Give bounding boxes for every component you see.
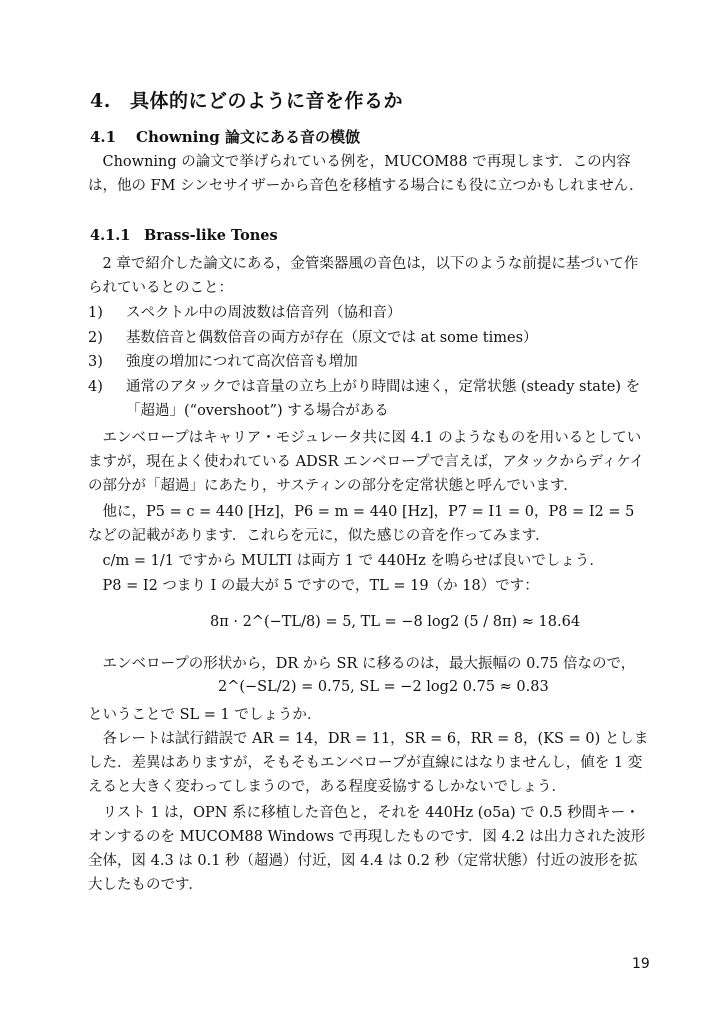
list-item-number: 3) [88,354,103,370]
list-item-text: スペクトル中の周波数は倍音列（協和音） [126,305,402,321]
list-item-number: 4) [88,378,103,395]
parameters-paragraph: 他に，P5 = c = 440 [Hz]，P6 = m = 440 [Hz]，P7 = I1 = 0，P8 = I2 = 5 などの記載があります．これらを元に，似た感じの音を作ってみます． [88,504,635,544]
list-item [88,326,650,351]
sl-paragraph: ということで SL = 1 でしょうか． [88,707,322,723]
list-item-number: 2) [88,329,103,346]
section-number: 4.1 [90,128,117,146]
section-title: Chowning 論文にある音の模倣 [136,128,360,146]
envelope-paragraph: エンベロープはキャリア・モジュレータ共に図 4.1 のようなものを用いるとしていますが，現在よく使われている ADSR エンベロープで言えば，アタックからディケイの部分が「超過」にあたり，サスティンの部分を定常状態と呼んでいます． [88,430,645,494]
list-item [88,375,650,424]
multi-paragraph: c/m = 1/1 ですから MULTI は両方 1 で 440Hz を鳴らせば良いでしょう． [102,553,604,569]
section-heading [90,126,360,147]
list-item [88,350,650,375]
list-item [88,301,650,326]
chapter-heading [90,86,403,113]
subsection-heading [90,227,278,244]
list-item-number: 1) [88,305,103,321]
subsection-number: 4.1.1 [90,227,131,244]
premise-paragraph: 2 章で紹介した論文にある，金管楽器風の音色は，以下のような前提に基づいて作られているとのこと： [88,256,639,296]
subsection-title: Brass-like Tones [144,227,278,244]
list-item-text: 強度の増加につれて高次倍音も増加 [126,354,358,370]
intro-paragraph: Chowning の論文で挙げられている例を，MUCOM88 で再現します．この内容は，他の FM シンセサイザーから音色を移植する場合にも役に立つかもしれません． [88,154,644,194]
page-number: 19 [632,956,650,972]
chapter-number: 4. [90,90,111,112]
sr-paragraph: エンベロープの形状から，DR から SR に移るのは，最大振幅の 0.75 倍なので， [102,656,636,672]
chapter-title: 具体的にどのように音を作るか [130,90,404,112]
tl-paragraph: P8 = I2 つまり I の最大が 5 ですので，TL = 19（か 18）です： [102,578,539,594]
listing-paragraph: リスト 1 は，OPN 系に移植した音色と，それを 440Hz (o5a) で 0.5 秒間キー・オンするのを MUCOM88 Windows で再現したものです．図 4.2 は出力された波形全体，図 4.3 は 0.1 秒（超過）付近，図 4.4 は 0.2 秒（定常状態）付近の波形を拡大したものです． [88,805,646,893]
list-item-text: 通常のアタックでは音量の立ち上がり時間は速く，定常状態 (steady state) を「超過」(“overshoot”) する場合がある [126,378,641,419]
tl-equation: 8π · 2^(−TL/8) = 5, TL = −8 log2 (5 / 8π) ≈ 18.64 [210,614,581,630]
rates-paragraph: 各レートは試行錯誤で AR = 14，DR = 11，SR = 6，RR = 8，(KS = 0) としました．差異はありますが，そもそもエンベロープが直線にはなりませんし，値を 1 変えると大きく変わってしまうので，ある程度妥協するしかないでしょう． [88,731,649,795]
sl-equation: 2^(−SL/2) = 0.75, SL = −2 log2 0.75 ≈ 0.83 [218,679,549,695]
list-item-text: 基数倍音と偶数倍音の両方が存在（原文では at some times） [126,329,538,346]
premise-list [88,301,650,424]
